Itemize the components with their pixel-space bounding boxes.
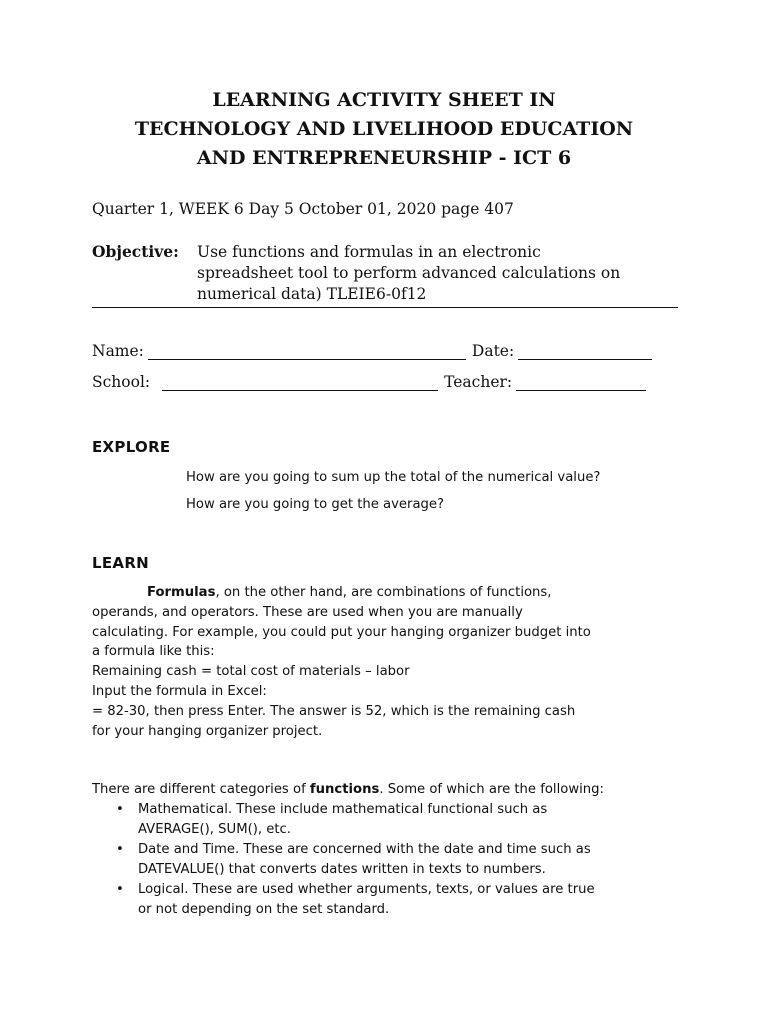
learn-line-5: Remaining cash = total cost of materials – labor bbox=[92, 664, 410, 680]
categories-list bbox=[92, 800, 682, 920]
categories-intro-pre: There are different categories of bbox=[92, 782, 310, 797]
name-label: Name: bbox=[92, 342, 144, 360]
school-teacher-row bbox=[92, 373, 652, 391]
learn-line-6: Input the formula in Excel: bbox=[92, 683, 267, 699]
list-item bbox=[92, 840, 682, 880]
list-item bbox=[92, 880, 682, 920]
explore-heading: EXPLORE bbox=[92, 438, 171, 456]
learn-paragraph bbox=[92, 583, 672, 741]
learn-line-2: operands, and operators. These are used when you are manually bbox=[92, 604, 523, 620]
objective-line-2: spreadsheet tool to perform advanced calculations on bbox=[197, 264, 621, 282]
list-item bbox=[92, 800, 682, 840]
categories-intro-post: . Some of which are the following: bbox=[379, 782, 604, 797]
bullet-icon: • bbox=[116, 842, 124, 857]
objective-line-3: numerical data) TLEIE6-0f12 bbox=[197, 285, 427, 303]
date-field[interactable] bbox=[518, 345, 652, 360]
learn-line-4: a formula like this: bbox=[92, 644, 215, 660]
explore-question-1: How are you going to sum up the total of the numerical value? bbox=[186, 470, 601, 485]
learn-heading: LEARN bbox=[92, 554, 150, 572]
explore-question-2: How are you going to get the average? bbox=[186, 497, 445, 512]
objective-text bbox=[197, 242, 687, 305]
header-divider bbox=[92, 307, 678, 308]
objective-label: Objective: bbox=[92, 242, 179, 261]
formulas-term: Formulas bbox=[147, 585, 216, 600]
name-field[interactable] bbox=[148, 345, 466, 360]
learn-line-3: calculating. For example, you could put your hanging organizer budget into bbox=[92, 624, 591, 640]
school-label: School: bbox=[92, 373, 151, 391]
learn-line-1-text: , on the other hand, are combinations of functions, bbox=[215, 585, 552, 600]
title-line-1: LEARNING ACTIVITY SHEET IN bbox=[212, 89, 556, 111]
categories-intro bbox=[92, 780, 682, 800]
list-item-line: or not depending on the set standard. bbox=[138, 902, 390, 917]
teacher-field[interactable] bbox=[516, 376, 646, 391]
name-date-row bbox=[92, 342, 658, 360]
quarter-line: Quarter 1, WEEK 6 Day 5 October 01, 2020 page 407 bbox=[92, 200, 514, 218]
learn-line-1 bbox=[92, 583, 672, 603]
bullet-icon: • bbox=[116, 802, 124, 817]
list-item-line: DATEVALUE() that converts dates written in texts to numbers. bbox=[138, 862, 546, 877]
list-item-line: Date and Time. These are concerned with the date and time such as bbox=[138, 842, 591, 857]
teacher-label: Teacher: bbox=[444, 373, 513, 391]
title-line-3: AND ENTREPRENEURSHIP - ICT 6 bbox=[196, 147, 572, 169]
functions-term: functions bbox=[309, 782, 380, 797]
learn-line-8: for your hanging organizer project. bbox=[92, 723, 323, 739]
list-item-line: AVERAGE(), SUM(), etc. bbox=[138, 822, 291, 837]
bullet-icon: • bbox=[116, 882, 124, 897]
list-item-line: Logical. These are used whether arguments, texts, or values are true bbox=[138, 882, 595, 897]
functions-categories bbox=[92, 780, 682, 920]
date-label: Date: bbox=[471, 342, 515, 360]
school-field[interactable] bbox=[162, 376, 438, 391]
document-title bbox=[0, 86, 768, 173]
title-line-2: TECHNOLOGY AND LIVELIHOOD EDUCATION bbox=[134, 118, 634, 140]
learn-line-7: = 82-30, then press Enter. The answer is 52, which is the remaining cash bbox=[92, 703, 576, 719]
objective-line-1: Use functions and formulas in an electronic bbox=[197, 243, 541, 261]
list-item-line: Mathematical. These include mathematical functional such as bbox=[138, 802, 548, 817]
